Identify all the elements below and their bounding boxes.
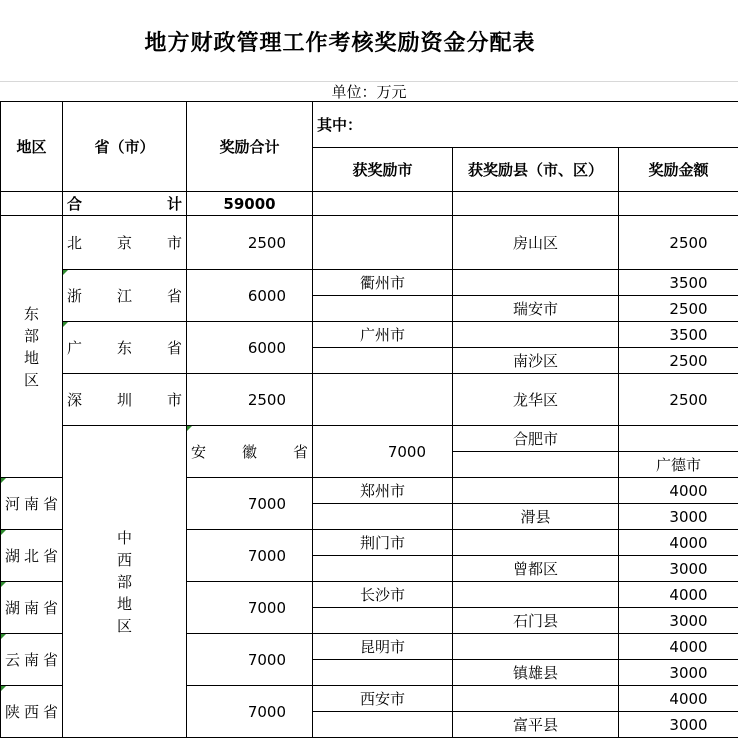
- amount-cell: 2500: [619, 374, 738, 426]
- county-cell: 广德市: [619, 452, 738, 478]
- province-char: 东: [116, 339, 132, 357]
- province-char: 云: [5, 651, 21, 669]
- city-cell: 广州市: [313, 322, 453, 348]
- province-char: 西: [23, 703, 39, 721]
- region-char: 区: [23, 370, 39, 389]
- county-cell: [453, 582, 619, 608]
- amount-cell: 2500: [619, 348, 738, 374]
- amount-cell: 4000: [619, 634, 738, 660]
- city-cell: [313, 660, 453, 686]
- province-total: 6000: [187, 270, 313, 322]
- province-char: 省: [166, 287, 182, 305]
- province-char: 江: [116, 287, 132, 305]
- amount-cell: 4000: [619, 686, 738, 712]
- total-region-cell: [1, 192, 63, 216]
- amount-cell: 2500: [619, 216, 738, 270]
- province-total: 7000: [313, 426, 453, 478]
- city-cell: 合肥市: [453, 426, 619, 452]
- province-total: 7000: [187, 582, 313, 634]
- county-cell: 富平县: [453, 712, 619, 738]
- city-cell: 郑州市: [313, 478, 453, 504]
- province-char: 圳: [116, 391, 132, 409]
- allocation-table: [0, 101, 738, 738]
- region-char: 部: [116, 572, 132, 591]
- county-cell: [453, 322, 619, 348]
- province-char: 南: [23, 651, 39, 669]
- table-row: [1, 426, 738, 452]
- county-cell: [453, 634, 619, 660]
- province-cell: [1, 478, 63, 530]
- province-cell: [63, 322, 187, 374]
- province-char: 深: [67, 391, 83, 409]
- amount-cell: 3000: [619, 712, 738, 738]
- province-total: 7000: [187, 634, 313, 686]
- province-char: 省: [166, 339, 182, 357]
- amount-cell: 4000: [619, 478, 738, 504]
- table-row: [1, 322, 738, 348]
- amount-cell: 3000: [619, 608, 738, 634]
- county-cell: 滑县: [453, 504, 619, 530]
- city-cell: [313, 504, 453, 530]
- province-char: 省: [42, 703, 58, 721]
- province-char: 省: [42, 547, 58, 565]
- total-label-b: 计: [166, 195, 182, 213]
- total-value: 59000: [187, 192, 313, 216]
- province-char: 广: [67, 339, 83, 357]
- city-cell: 衢州市: [313, 270, 453, 296]
- province-char: 市: [166, 234, 182, 252]
- province-char: 省: [42, 651, 58, 669]
- province-cell: [63, 374, 187, 426]
- region-east: [1, 216, 63, 478]
- unit-label: 单位：万元: [0, 81, 738, 102]
- header-among: 其中：: [313, 102, 738, 148]
- province-cell: [1, 582, 63, 634]
- total-label-a: 合: [67, 195, 83, 213]
- table-row: [1, 270, 738, 296]
- county-cell: [453, 530, 619, 556]
- amount-cell: 3500: [619, 270, 738, 296]
- amount-cell: 2500: [619, 296, 738, 322]
- province-char: 省: [42, 599, 58, 617]
- amount-cell: 3500: [619, 322, 738, 348]
- header-city: 获奖励市: [313, 148, 453, 192]
- province-char: 南: [23, 599, 39, 617]
- table-row: [1, 374, 738, 426]
- region-char: 西: [116, 550, 132, 569]
- region-char: 部: [23, 326, 39, 345]
- province-total: 2500: [187, 374, 313, 426]
- region-char: 区: [116, 616, 132, 635]
- city-cell: [313, 296, 453, 322]
- city-cell: 西安市: [313, 686, 453, 712]
- county-cell: [453, 686, 619, 712]
- amount-cell: 4000: [619, 530, 738, 556]
- county-cell: 石门县: [453, 608, 619, 634]
- city-cell: [313, 556, 453, 582]
- province-total: 7000: [187, 530, 313, 582]
- province-cell: [1, 686, 63, 738]
- province-total: 7000: [187, 686, 313, 738]
- region-char: 地: [116, 594, 132, 613]
- total-city-cell: [313, 192, 453, 216]
- header-total: 奖励合计: [187, 102, 313, 192]
- province-char: 湖: [5, 547, 21, 565]
- province-char: 陕: [5, 703, 21, 721]
- province-cell: [63, 216, 187, 270]
- province-char: 北: [23, 547, 39, 565]
- table-row: [1, 216, 738, 270]
- amount-cell: 3000: [619, 504, 738, 530]
- province-char: 湖: [5, 599, 21, 617]
- header-region: 地区: [1, 102, 63, 192]
- province-cell: [1, 634, 63, 686]
- province-char: 河: [5, 495, 21, 513]
- city-cell: [313, 216, 453, 270]
- county-cell: 瑞安市: [453, 296, 619, 322]
- total-amount-cell: [619, 192, 738, 216]
- province-char: 徽: [241, 443, 257, 461]
- province-char: 安: [191, 443, 207, 461]
- province-total: 6000: [187, 322, 313, 374]
- amount-cell: 3000: [619, 660, 738, 686]
- city-cell: 荆门市: [313, 530, 453, 556]
- city-cell: 昆明市: [313, 634, 453, 660]
- page-title: 地方财政管理工作考核奖励资金分配表: [144, 31, 536, 56]
- city-cell: [453, 452, 619, 478]
- province-char: 南: [23, 495, 39, 513]
- province-char: 市: [166, 391, 182, 409]
- province-char: 省: [42, 495, 58, 513]
- city-cell: [313, 374, 453, 426]
- total-row: [1, 192, 738, 216]
- header-county: 获奖励县（市、区）: [453, 148, 619, 192]
- header-row-1: [1, 102, 738, 148]
- county-cell: 南沙区: [453, 348, 619, 374]
- header-amount: 奖励金额: [619, 148, 738, 192]
- amount-cell: 3000: [619, 556, 738, 582]
- total-label-cell: [63, 192, 187, 216]
- county-cell: [453, 478, 619, 504]
- county-cell: [619, 426, 738, 452]
- region-char: 东: [23, 304, 39, 323]
- header-province: 省（市）: [63, 102, 187, 192]
- province-char: 省: [292, 443, 308, 461]
- county-cell: 镇雄县: [453, 660, 619, 686]
- amount-cell: 4000: [619, 582, 738, 608]
- province-char: 浙: [67, 287, 83, 305]
- province-char: 京: [116, 234, 132, 252]
- region-midwest: [63, 426, 187, 738]
- region-char: 中: [116, 528, 132, 547]
- city-cell: [313, 712, 453, 738]
- city-cell: [313, 608, 453, 634]
- province-total: 7000: [187, 478, 313, 530]
- region-char: 地: [23, 348, 39, 367]
- province-cell: [1, 530, 63, 582]
- province-cell: [187, 426, 313, 478]
- province-char: 北: [67, 234, 83, 252]
- total-county-cell: [453, 192, 619, 216]
- county-cell: 曾都区: [453, 556, 619, 582]
- province-total: 2500: [187, 216, 313, 270]
- city-cell: 长沙市: [313, 582, 453, 608]
- county-cell: 龙华区: [453, 374, 619, 426]
- city-cell: [313, 348, 453, 374]
- county-cell: [453, 270, 619, 296]
- county-cell: 房山区: [453, 216, 619, 270]
- province-cell: [63, 270, 187, 322]
